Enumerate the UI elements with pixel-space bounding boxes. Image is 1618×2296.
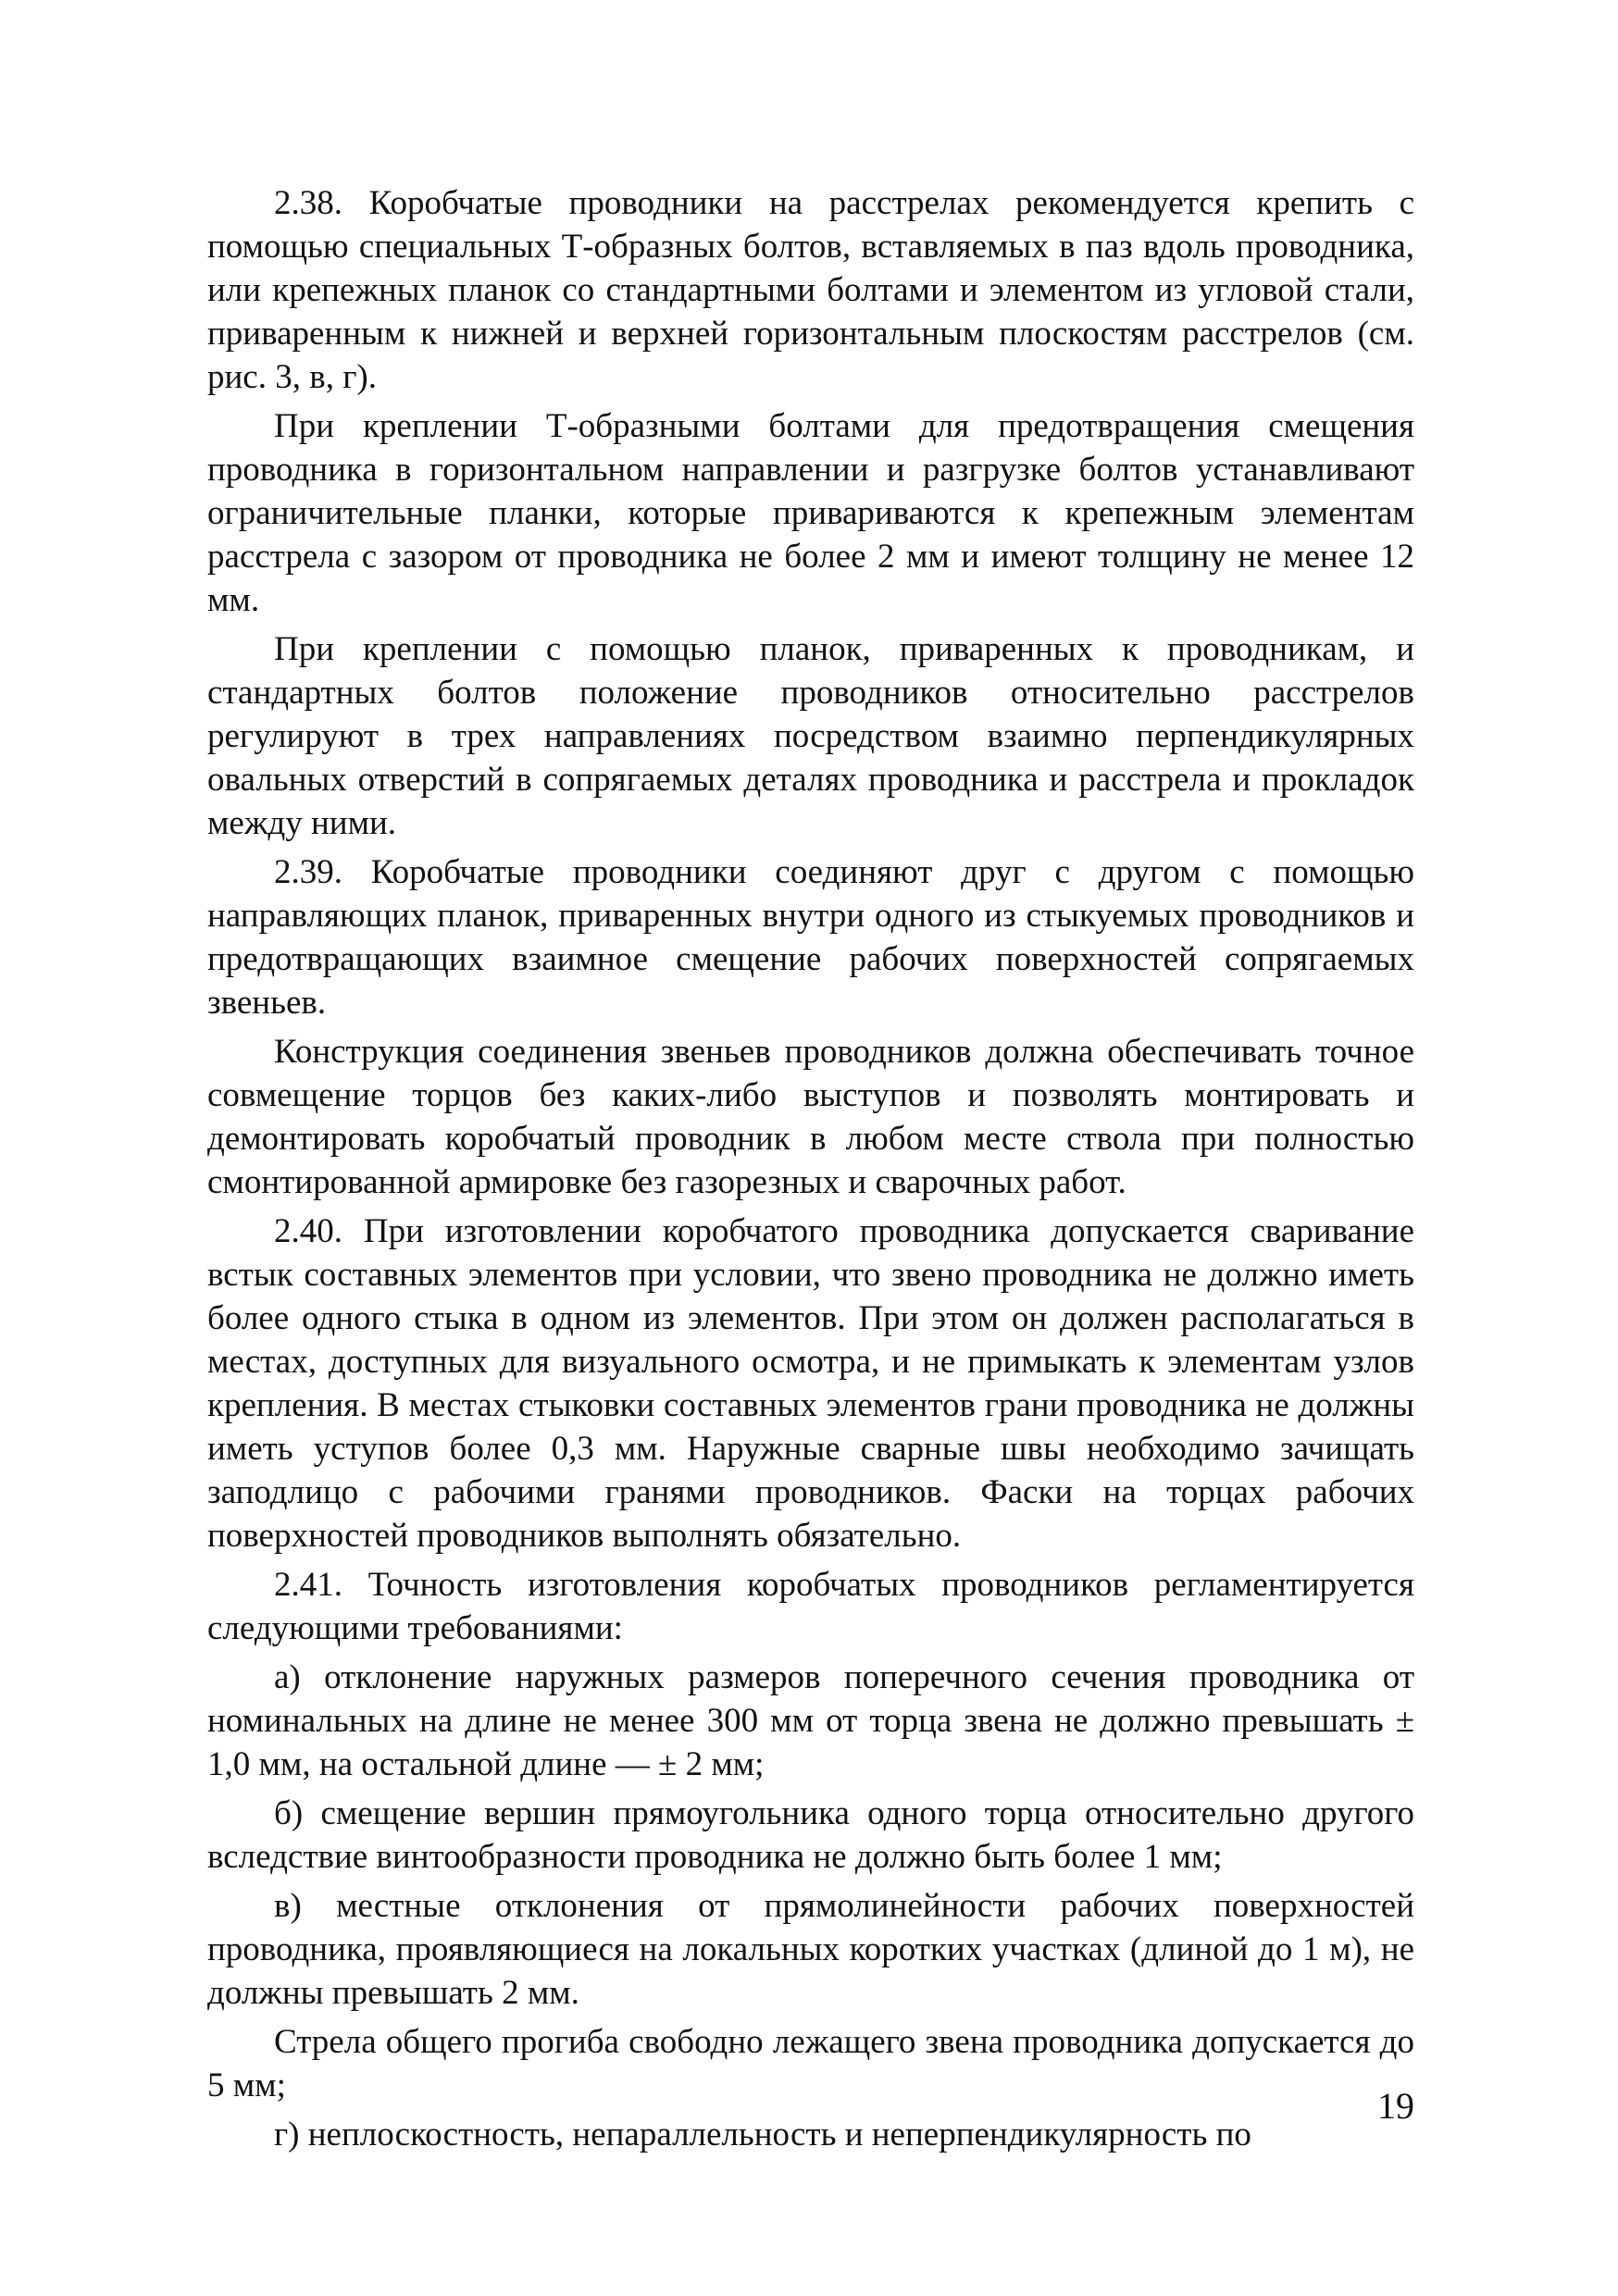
list-item-v: в) местные отклонения от прямолинейности рабочих поверхностей проводника, проявляющиеся на локальных коротких участках (длиной до 1 м), не должны превышать 2 мм. xyxy=(207,1887,1414,2012)
paragraph-joint-construction: Конструкция соединения звеньев проводников должна обеспечивать точное совмещение торцов без каких-либо выступов и позволять монтировать и демонтировать коробчатый проводник в любом месте ствола при полностью смонтированной армировке без газорезных и сварочных работ. xyxy=(207,1033,1414,1201)
list-item-b: б) смещение вершин прямоугольника одного торца относительно другого вследствие винтообразности проводника не должно быть более 1 мм; xyxy=(207,1794,1414,1876)
paragraph-plate-fastening: При креплении с помощью планок, приваренных к проводникам, и стандартных болтов положение проводников относительно расстрелов регулируют в трех направлениях посредством взаимно перпендикулярных овальных отверстий в сопрягаемых деталях проводника и расстрела и прокладок между ними. xyxy=(207,630,1414,842)
paragraph-2-40: 2.40. При изготовлении коробчатого проводника допускается сваривание встык составных элементов при условии, что звено проводника не должно иметь более одного стыка в одном из элементов. При этом он должен располагаться в местах, доступных для визуального осмотра, и не примыкать к элементам узлов крепления. В местах стыковки составных элементов грани проводника не должны иметь уступов более 0,3 мм. Наружные сварные швы необходимо зачищать заподлицо с рабочими гранями проводников. Фаски на торцах рабочих поверхностей проводников выполнять обязательно. xyxy=(207,1212,1414,1555)
paragraph-deflection: Стрела общего прогиба свободно лежащего звена проводника допускается до 5 мм; xyxy=(207,2023,1414,2104)
document-body xyxy=(207,181,1414,2162)
paragraph-t-bolt-fastening: При креплении Т-образными болтами для предотвращения смещения проводника в горизонтальном направлении и разгрузке болтов устанавливают ограничительные планки, которые привариваются к крепежным элементам расстрела с зазором от проводника не более 2 мм и имеют толщину не менее 12 мм. xyxy=(207,407,1414,619)
paragraph-2-41: 2.41. Точность изготовления коробчатых проводников регламентируется следующими требованиями: xyxy=(207,1566,1414,1647)
list-item-a: а) отклонение наружных размеров поперечного сечения проводника от номинальных на длине не менее 300 мм от торца звена не должно превышать ± 1,0 мм, на остальной длине — ± 2 мм; xyxy=(207,1658,1414,1783)
page-number: 19 xyxy=(1377,2085,1414,2127)
paragraph-2-39: 2.39. Коробчатые проводники соединяют друг с другом с помощью направляющих планок, приваренных внутри одного из стыкуемых проводников и предотвращающих взаимное смещение рабочих поверхностей сопрягаемых звеньев. xyxy=(207,853,1414,1022)
list-item-g: г) неплоскостность, непараллельность и неперпендикулярность по xyxy=(274,2116,1251,2153)
paragraph-2-38: 2.38. Коробчатые проводники на расстрелах рекомендуется крепить с помощью специальных Т-образных болтов, вставляемых в паз вдоль проводника, или крепежных планок со стандартными болтами и элементом из угловой стали, приваренным к нижней и верхней горизонтальным плоскостям расстрелов (см. рис. 3, в, г). xyxy=(207,184,1414,396)
